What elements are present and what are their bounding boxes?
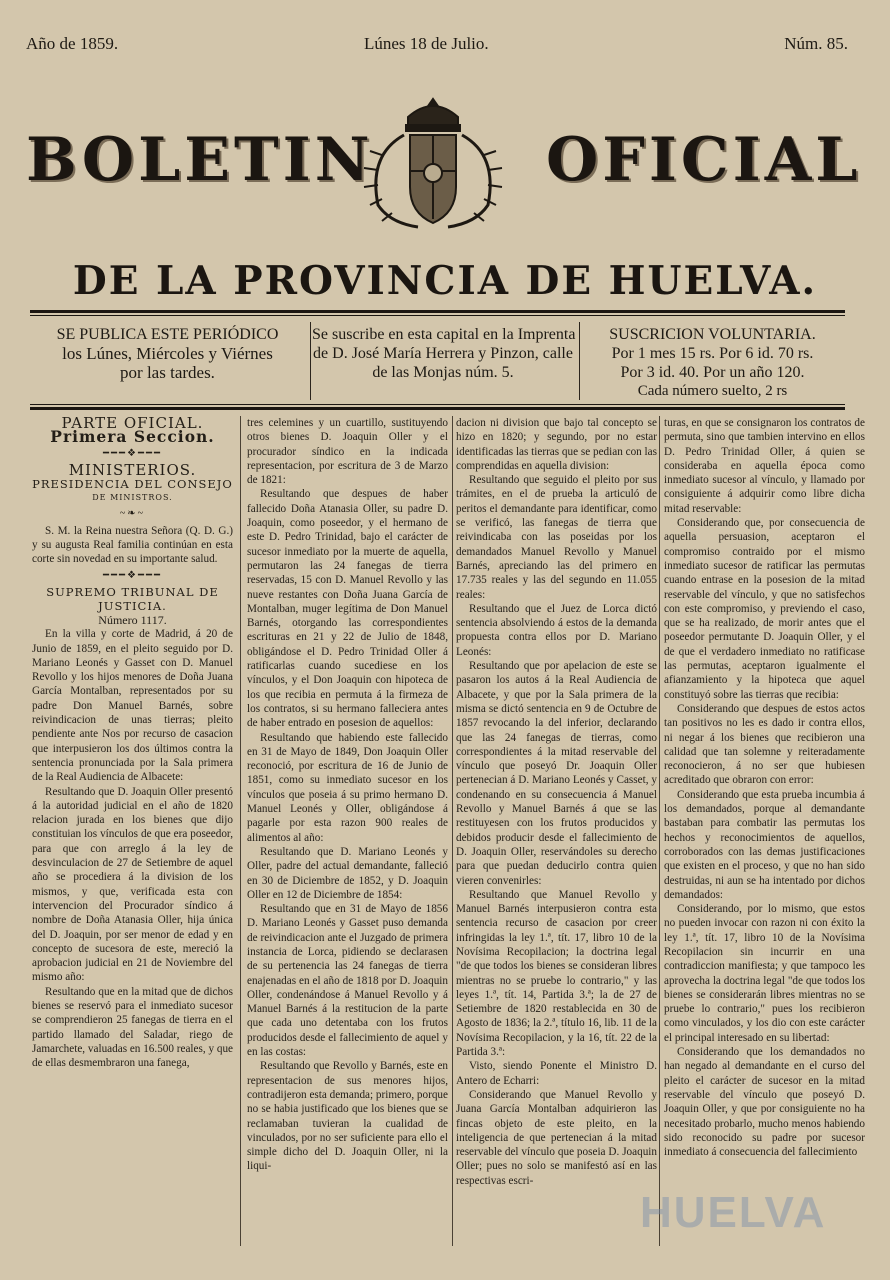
location-line-1: Se suscribe en esta capital en la Imprenta (312, 326, 576, 343)
column-1 (32, 416, 233, 1260)
bottom-rule (30, 407, 845, 410)
paragraph: dacion ni division que bajo tal concepto se hizo en 1820; y segundo, por no estar identificadas las tierras que se pedian con las comprendidas en aquella division: (456, 417, 657, 472)
column-rule (659, 416, 660, 1246)
paragraph: Resultando que en 31 de Mayo de 1856 D. Mariano Leonés y Gasset puso demanda de reivindicacion ante el Juzgado de primera instancia de Lorca, pidiendo se declarasen de su pertenencia las 24 fanegas de tierra enajenadas en el año de 1818 por D. Joaquin Oller, condenándose á Manuel Revollo y á Manuel Barnés á la restitucion de la parte que cada uno detentaba con los frutos producidos desde el fallecimiento de aquel y en las costas: (247, 903, 448, 1059)
masthead-word-boletin: BOLETIN (26, 125, 374, 195)
heading-tribunal: SUPREMO TRIBUNAL DE JUSTICIA. (46, 584, 219, 613)
top-rule-thin (30, 315, 845, 316)
paragraph: Resultando que el Juez de Lorca dictó sentencia absolviendo á estos de la demanda propuesta contra ellos por D. Mariano Leonés: (456, 602, 657, 658)
paragraph: Considerando que, por consecuencia de aquella persuasion, aceptaron el compromiso contraido por el mismo inmediato sucesor de ratificar las permutas cuando entrase en la posesion de la mitad reservable del vínculo, y que no satisfechos con este compromiso, y previendo el caso, que se ha realizado, de morir antes que el poseedor permutante D. Joaquin Oller, y el de que el verdadero inmediato no ratificase las permutas, aceptaron igualmente el afianzamiento y la hipoteca que aquel constituyó sobre las tierras que recibia: (664, 517, 865, 701)
prices-line-3: Cada número suelto, 2 rs (637, 383, 788, 399)
ornament-divider: ~❧~ (119, 508, 146, 520)
paragraph: En la villa y corte de Madrid, á 20 de Junio de 1859, en el pleito seguido por D. Mariano Leonés y Gasset con D. Manuel Revollo y los hijos menores de Doña Juana García Montalban, representados por su padre Don Manuel Barnés, sobre reivindicacion de unas tierras; pleito pendiente ante Nos por recurso de casacion que interpusieron los dos últimos contra la sentencia pronunciada por la Sala primera de la Real Audiencia de Albacete: (32, 628, 233, 784)
column-3 (456, 416, 657, 1260)
paragraph: Resultando que por apelacion de este se pasaron los autos á la Real Audiencia de Albacete, y que por la Sala primera de la misma se dictó sentencia en 9 de Octubre de 1857 revocando la del inferior, declarando que las 24 fanegas de tierras, como correspondientes á la mitad reservable del vínculo que poseyó Dr. Joaquin Oller pertenecian á D. Mariano Leonés y Casset, y condenando en su consecuencia á Manuel Revollo y Manuel Barnés á que se las restituyesen con los frutos producidos y debidos producir desde el fallecimiento de D. Joaquin Oller, reservándoles su derecho para que puedan deducirlo contra quien vieren convenirles: (456, 660, 657, 887)
ornament-divider: ━━━❖━━━ (102, 447, 163, 459)
column-4 (664, 416, 865, 1260)
prices-line-1: Por 1 mes 15 rs. Por 6 id. 70 rs. (611, 345, 814, 362)
year-label: Año de 1859. (26, 34, 119, 53)
ornament-divider: ━━━❖━━━ (102, 569, 163, 581)
info-divider-2 (579, 322, 580, 400)
section-primera-seccion: Primera Seccion. (50, 427, 215, 447)
bottom-rule-thin (30, 404, 845, 405)
column-2 (247, 416, 448, 1260)
schedule-line-2: los Lúnes, Miércoles y Viérnes (62, 344, 273, 363)
paragraph: Resultando que seguido el pleito por sus trámites, en el de prueba la articuló de peritos el demandante para identificar, como se verificó, las fanegas de tierra que reivindicaba con las poseidas por los demandados Manuel Revollo y Manuel Barnés, apreciando las del primero en 17.735 reales y las del segundo en 11.055 reales: (456, 474, 657, 601)
paragraph: Resultando que en la mitad que de dichos bienes se reservó para el inmediato sucesor se comprendieron 25 fanegas de tierra en el partido llamado del Saladar, riego de Jamarchete, valuadas en 16.500 reales, y que de ellas desmembraron una fanega, (32, 985, 233, 1070)
paragraph: S. M. la Reina nuestra Señora (Q. D. G.) y su augusta Real familia continúan en esta corte sin novedad en su importante salud. (32, 524, 233, 566)
paragraph: Considerando que despues de estos actos tan positivos no les es dado ir contra ellos, ni negar á los bienes que recibieron una calidad que tan solemne y reiteradamente reconocieron, á no ser que hubiesen acreditado que obraron con error: (664, 702, 865, 787)
prices-line-2: Por 3 id. 40. Por un año 120. (620, 364, 805, 381)
royal-crest-icon (338, 95, 528, 235)
schedule-line-3: por las tardes. (120, 363, 215, 382)
paragraph: Visto, siendo Ponente el Ministro D. Antero de Echarri: (456, 1060, 657, 1087)
subscription-prices (580, 325, 845, 401)
paragraph: Resultando que despues de haber fallecido Doña Atanasia Oller, su padre D. Joaquin, como poseedor, y el hermano de este D. Pedro Trinidad, bajo el carácter de sucesor inmediato por la muerte de aquella, permutaron las 24 fanegas de tierra reservadas, 15 con D. Manuel Revollo y las nueve restantes con Doña Juana García de Montalban, muger legítima de Don Manuel Barnés, otorgando las correspondientes escrituras en 21 y 22 de Julio de 1848, obligándose el D. Pedro Trinidad Oller á ratificarlas cuando sucediese en los vínculos, y el Don Joaquin con hipoteca de los que recibia en permuta á la firmeza de los contratos, si su hermano falleciera antes de haber entrado en posesion de aquellos: (247, 488, 448, 730)
paragraph: turas, en que se consignaron los contratos de permuta, sino que tambien intervino en ellos D. Pedro Trinidad Oller, á quien se consideraba en aquella época como inmediato sucesor al vínculo, y llamado por consiguiente á adquirir como libre dicha mitad reservable: (664, 417, 865, 515)
column-rule (452, 416, 453, 1246)
masthead-subtitle: DE LA PROVINCIA DE HUELVA. (72, 258, 818, 304)
publication-schedule (30, 325, 305, 382)
paragraph: Resultando que habiendo este fallecido en 31 de Mayo de 1849, Don Joaquin Oller reconoció, por escritura de 16 de Junio de 1851, como su inmediato sucesor en los vínculos que poseia á su primo hermano D. Manuel Leonés y Oller, obligándose á pagarle por esta razon 900 reales de alimentos al año: (247, 731, 448, 844)
paragraph: Considerando que los demandados no han negado al demandante en el curso del pleito el carácter de sucesor en la mitad reservable del vínculo que poseyó D. Joaquin Oller, y que por consiguiente no ha necesitado probarlo, mucho menos habiendo sido reconocido su padre por sucesor inmediato á consecuencia del fallecimiento (664, 1046, 865, 1159)
date-label: Lúnes 18 de Julio. (364, 34, 489, 53)
paragraph: Resultando que Revollo y Barnés, este en representacion de sus menores hijos, contradijeron esta demanda; primero, porque no se habia justificado que los bienes que se reclamaban tuvieran la cualidad de vinculados, por no ser suficiente para ello el simple dicho del D. Joaquin Oller, ni la liqui- (247, 1060, 448, 1173)
section-parte-oficial: PARTE OFICIAL. (61, 416, 204, 432)
paragraph: Resultando que D. Joaquin Oller presentó á la autoridad judicial en el año de 1820 relacion jurada en los bienes que dijo constituian los vínculos de que era poseedor, para que con arreglo á la ley de desvinculacion de 27 de Setiembre de aquel año se procediera á la division de los mismos, y que, verificada esta con intervencion del Procurador síndico á nombre de Doña Atanasia Oller, hija única del D. Joaquin, por ser menor de edad y en concepto de sucesora de este, mereció la aprobacion judicial en 21 de Noviembre del mismo año: (32, 785, 233, 984)
paragraph: Considerando que Manuel Revollo y Juana García Montalban adquirieron las fincas objeto de este pleito, en la inteligencia de que pertenecian á la mitad reservable del vínculo que poseia D. Joaquin Oller; pues no solo se manifestó así en las respectivas escri- (456, 1088, 657, 1187)
paragraph: Resultando que D. Mariano Leonés y Oller, padre del actual demandante, falleció en 30 de Diciembre de 1852, y D. Joaquin Oller en 12 de Diciembre de 1854: (247, 845, 448, 901)
paragraph: Considerando, por lo mismo, que estos no pueden invocar con razon ni con éxito la ley 1.ª, tít. 17, libro 10 de la Novísima Recopilacion sin incurrir en una contradiccion manifiesta; y que tampoco les aprovecha la doctrina legal "de que todos los bienes se considerarán libres mientras no se pruebe lo contrario," pues los recibieron como vinculados, y los dio con este carácter el principal interesado en su libertad: (664, 903, 865, 1044)
top-rule (30, 310, 845, 313)
paragraph: tres celemines y un cuartillo, sustituyendo otros bienes D. Joaquin Oller y el procurador síndico en la indicada representacion, por escritura de 3 de Marzo de 1821: (247, 417, 448, 487)
info-divider-1 (310, 322, 311, 400)
subscription-info (30, 325, 845, 403)
prices-title: SUSCRICION VOLUNTARIA. (609, 326, 816, 343)
huelva-watermark: HUELVA (640, 1188, 827, 1237)
issue-number: Núm. 85. (784, 34, 848, 53)
heading-de-ministros: DE MINISTROS. (92, 493, 173, 503)
masthead (0, 95, 890, 245)
subscription-location (312, 325, 574, 382)
dateline (26, 34, 848, 60)
paragraph: Resultando que Manuel Revollo y Manuel Barnés interpusieron contra esta sentencia recurso de casacion por creer infringidas la ley 1.ª, tít. 17, libro 10 de la Novísima Recopilacion; la doctrina legal "de que todos los bienes se consideran libres mientras no se pruebe lo contrario," y las leyes 1.ª, tít. 14, Partida 3.ª; la de 27 de Setiembre de 1820 restablecida en 30 de Agosto de 1836; la 2.ª, título 16, lib. 11 de la Novísima Recopilacion, y la 16, tít. 22 de la Partida 3.ª: (456, 888, 657, 1059)
heading-ministerios: MINISTERIOS. (68, 460, 197, 479)
heading-numero: Número 1117. (98, 612, 167, 627)
location-line-3: de las Monjas núm. 5. (372, 364, 514, 381)
paragraph: Considerando que esta prueba incumbia á los demandados, porque al demandante bastaban para combatir las permutas los hechos y reconocimientos de aquellos, corroborados con las demas justificaciones que existen en el proceso, y que no han sido destruidas, ni aun se ha intentado por dichos demandados: (664, 788, 865, 901)
location-line-2: de D. José María Herrera y Pinzon, calle (313, 345, 573, 362)
column-rule (240, 416, 241, 1246)
heading-presidencia: PRESIDENCIA DEL CONSEJO (32, 477, 233, 492)
masthead-word-oficial: OFICIAL (546, 125, 862, 195)
schedule-line-1: SE PUBLICA ESTE PERIÓDICO (56, 326, 279, 343)
